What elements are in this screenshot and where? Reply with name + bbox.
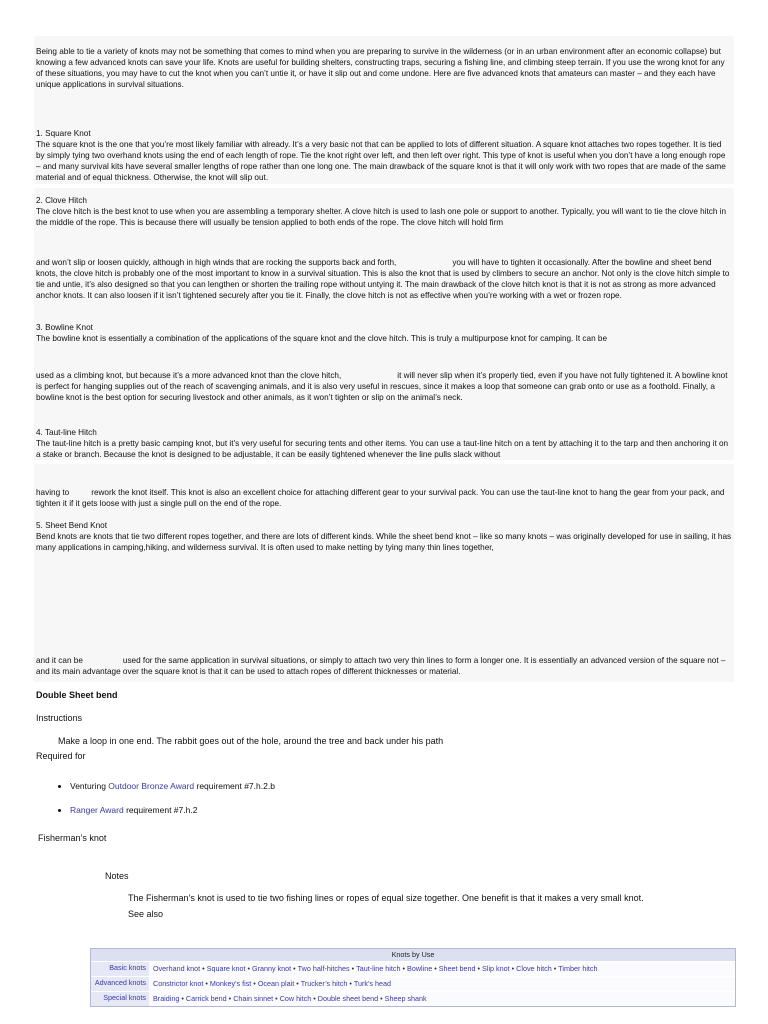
- notes-label: Notes: [105, 871, 129, 881]
- bullet-separator: •: [253, 979, 256, 988]
- ranger-award-link[interactable]: Ranger Award: [70, 805, 124, 815]
- sheet-bend-text-a: and it can be: [36, 656, 83, 665]
- taut-line-body-part2: [36, 487, 732, 509]
- sheet-bend-text-b: used for the same application in survival situations, or simply to attach two very thin lines to form a longer one. It is essentially an advanced version of the square not – and its main advantage over the square knot is that it can be used to attach ropes of different thicknesses or material.: [36, 656, 726, 677]
- clove-hitch-text-b: you will have to tighten it occasionally. After the bowline and sheet bend knots, the clove hitch is probably one of the most important to know in a survival situation. This is also the knot that is used by climbers to secure an anchor. Not only is the clove hitch simple to tie and untie, it’s also designed so that you can lengthen or shorten the trailing rope without untying it. The main drawback of the clove hitch knot is that it is not as strong as more advanced anchor knots. It can also loosen if it isn’t tightened securely after you tie it. Finally, the clove hitch is not as effective when you’re working with a wet or frozen rope.: [36, 258, 730, 301]
- navbox-knot-link[interactable]: Monkey’s fist: [209, 979, 252, 988]
- navbox-row: [91, 961, 735, 976]
- navbox-row-items: [149, 962, 735, 976]
- section-square-knot: [36, 128, 732, 183]
- bowline-text-a: used as a climbing knot, but because it’s a more advanced knot than the clove hitch,: [36, 371, 342, 380]
- bullet-separator: •: [181, 994, 184, 1003]
- see-also-label: See also: [128, 909, 164, 919]
- required-for-label: Required for: [36, 751, 86, 761]
- taut-line-body-part1: The taut-line hitch is a pretty basic camping knot, but it’s very useful for securing tents and other items. You can use a taut-line hitch on a tent by attaching it to the tarp and then anchoring it on a stake or branch. Because the knot is designed to be adjustable, it can be easily tightened whenever the line pulls slack without: [36, 439, 729, 460]
- taut-line-heading: 4. Taut-line Hitch: [36, 428, 97, 437]
- clove-hitch-body-part1: The clove hitch is the best knot to use when you are assembling a temporary shelter. A clove hitch is used to lash one pole or support to another. Typically, you will want to tie the clove hitch in the middle of the rope. This is because there will usually be tension applied to both ends of the rope. The clove hitch will hold firm: [36, 207, 727, 228]
- bowline-body-part1: The bowline knot is essentially a combination of the applications of the square knot and the clove hitch. This is truly a multipurpose knot for camping. It can be: [36, 334, 608, 344]
- navbox-knot-link[interactable]: Constrictor knot: [153, 979, 204, 988]
- navbox-knot-link[interactable]: Braiding: [153, 994, 180, 1003]
- bullet-separator: •: [205, 979, 208, 988]
- bullet-separator: •: [296, 979, 299, 988]
- navbox-row-items: [149, 977, 735, 991]
- navbox-row: [91, 991, 735, 1006]
- double-sheet-bend-heading: Double Sheet bend: [36, 690, 118, 700]
- notes-text: The Fisherman’s knot is used to tie two fishing lines or ropes of equal size together. One benefit is that it makes a very small knot.: [128, 893, 644, 903]
- navbox-knot-link[interactable]: Carrick bend: [185, 994, 227, 1003]
- section-bowline: [36, 322, 732, 344]
- navbox-knot-link[interactable]: Cow hitch: [279, 994, 312, 1003]
- sheet-bend-body-part1: Bend knots are knots that tie two different ropes together, and there are lots of different kinds. While the sheet bend knot – like so many knots – was originally developed for use in sailing, it has many applications in camping,hiking, and wilderness survival. It is often used to make netting by tying many thin lines together,: [36, 532, 732, 553]
- sheet-bend-body-part2: [36, 655, 732, 677]
- clove-hitch-body-part2: [36, 257, 732, 301]
- bowline-heading: 3. Bowline Knot: [36, 323, 93, 332]
- bullet-separator: •: [553, 964, 557, 973]
- bullet-separator: •: [434, 964, 437, 973]
- navbox-row: [91, 976, 735, 991]
- navbox-row-header[interactable]: Special knots: [91, 992, 149, 1006]
- requirements-list: [58, 780, 275, 828]
- bullet-separator: •: [202, 964, 205, 973]
- bullet-separator: •: [247, 964, 250, 973]
- clove-hitch-heading: 2. Clove Hitch: [36, 196, 87, 205]
- bullet-separator: •: [511, 964, 515, 973]
- navbox-knot-link[interactable]: Turk’s head: [353, 979, 392, 988]
- navbox-knot-link[interactable]: Slip knot: [482, 964, 510, 973]
- bullet-separator: •: [402, 964, 406, 973]
- bullet-separator: •: [228, 994, 232, 1003]
- bowline-text-b: it will never slip when it’s properly tied, even if you have not fully tightened it. A bowline knot is perfect for hanging supplies out of the reach of scavenging animals, and it is also very useful in rescues, since it makes a loop that someone can grab onto or use as a foothold. Finally, a bowline knot is the best option for securing livestock and other animals, as it won’t tighten or slip on the animal’s neck.: [36, 371, 728, 403]
- req1-suffix: requirement #7.h.2.b: [194, 781, 275, 791]
- navbox-knot-link[interactable]: Granny knot: [251, 964, 292, 973]
- bullet-separator: •: [293, 964, 296, 973]
- navbox-knot-link[interactable]: Ocean plait: [257, 979, 295, 988]
- navbox-knot-link[interactable]: Two half-hitches: [297, 964, 350, 973]
- navbox-knot-link[interactable]: Square knot: [206, 964, 246, 973]
- bullet-separator: •: [380, 994, 383, 1003]
- instructions-text: Make a loop in one end. The rabbit goes out of the hole, around the tree and back under his path: [58, 736, 444, 746]
- bullet-separator: •: [313, 994, 316, 1003]
- navbox-row-header[interactable]: Advanced knots: [91, 977, 149, 991]
- navbox-title: Knots by Use: [91, 949, 735, 961]
- outdoor-bronze-award-link[interactable]: Outdoor Bronze Award: [108, 781, 195, 791]
- section-sheet-bend: [36, 520, 732, 553]
- bowline-body-part2: [36, 370, 732, 403]
- bullet-separator: •: [477, 964, 481, 973]
- navbox-knot-link[interactable]: Sheet bend: [438, 964, 476, 973]
- knots-by-use-navbox: [90, 948, 736, 1007]
- square-knot-heading: 1. Square Knot: [36, 129, 91, 138]
- navbox-knot-link[interactable]: Trucker’s hitch: [300, 979, 348, 988]
- bullet-separator: •: [349, 979, 352, 988]
- navbox-row-header[interactable]: Basic knots: [91, 962, 149, 976]
- navbox-knot-link[interactable]: Timber hitch: [558, 964, 598, 973]
- bullet-separator: •: [275, 994, 278, 1003]
- navbox-knot-link[interactable]: Double sheet bend: [317, 994, 379, 1003]
- navbox-knot-link[interactable]: Clove hitch: [516, 964, 552, 973]
- section-taut-line-hitch: [36, 427, 732, 460]
- intro-paragraph: Being able to tie a variety of knots may not be something that comes to mind when you are preparing to survive in the wilderness (or in an urban environment after an economic collapse) but knowing a few advanced knots can save your life. Knots are useful for building shelters, constructing traps, securing a fishing line, and climbing steep terrain. If you use the wrong knot for any of these situations, you may have to cut the knot when you can’t untie it, or have it slip out and come undone. Here are five advanced knots that amateurs can master – and they each have unique applications in survival situations.: [36, 47, 725, 90]
- navbox-knot-link[interactable]: Taut-line hitch: [356, 964, 401, 973]
- navbox-knot-link[interactable]: Chain sinnet: [233, 994, 274, 1003]
- navbox-row-items: [149, 992, 735, 1006]
- req2-suffix: requirement #7.h.2: [123, 805, 198, 815]
- req1-prefix: Venturing: [70, 781, 109, 791]
- section-clove-hitch: [36, 195, 732, 228]
- navbox-rows: [91, 961, 735, 1006]
- square-knot-body: The square knot is the one that you’re most likely familiar with already. It’s a very basic not that can be applied to lots of different situation. A square knot attaches two ropes together. It is tied by simply tying two overhand knots using the end of each length of rope. Tie the knot right over left, and then left over right. This type of knot is useful when you don’t have a long enough rope – and many survival kits have several smaller lengths of rope rather than one long one. The main drawback of the square knot is that it will only work with two ropes that are made of the same material and of equal thickness. Otherwise, the knot will slip out.: [36, 140, 726, 183]
- navbox-knot-link[interactable]: Overhand knot: [153, 964, 201, 973]
- clove-hitch-text-a: and won’t slip or loosen quickly, although in high winds that are rocking the supports back and forth,: [36, 258, 397, 267]
- list-item: [70, 780, 275, 792]
- navbox-knot-link[interactable]: Sheep shank: [384, 994, 427, 1003]
- navbox-knot-link[interactable]: Bowline: [407, 964, 433, 973]
- fishermans-knot-heading: Fisherman’s knot: [38, 833, 107, 843]
- list-item: [70, 804, 275, 816]
- sheet-bend-heading: 5. Sheet Bend Knot: [36, 521, 108, 530]
- instructions-label: Instructions: [36, 713, 83, 723]
- taut-line-text-b: rework the knot itself. This knot is also an excellent choice for attaching different gear to your survival pack. You can use the taut-line knot to hang the gear from your pack, and tighten it if it gets loose with just a single pull on the end of the rope.: [36, 488, 725, 509]
- taut-line-text-a: having to: [36, 488, 70, 497]
- bullet-separator: •: [351, 964, 355, 973]
